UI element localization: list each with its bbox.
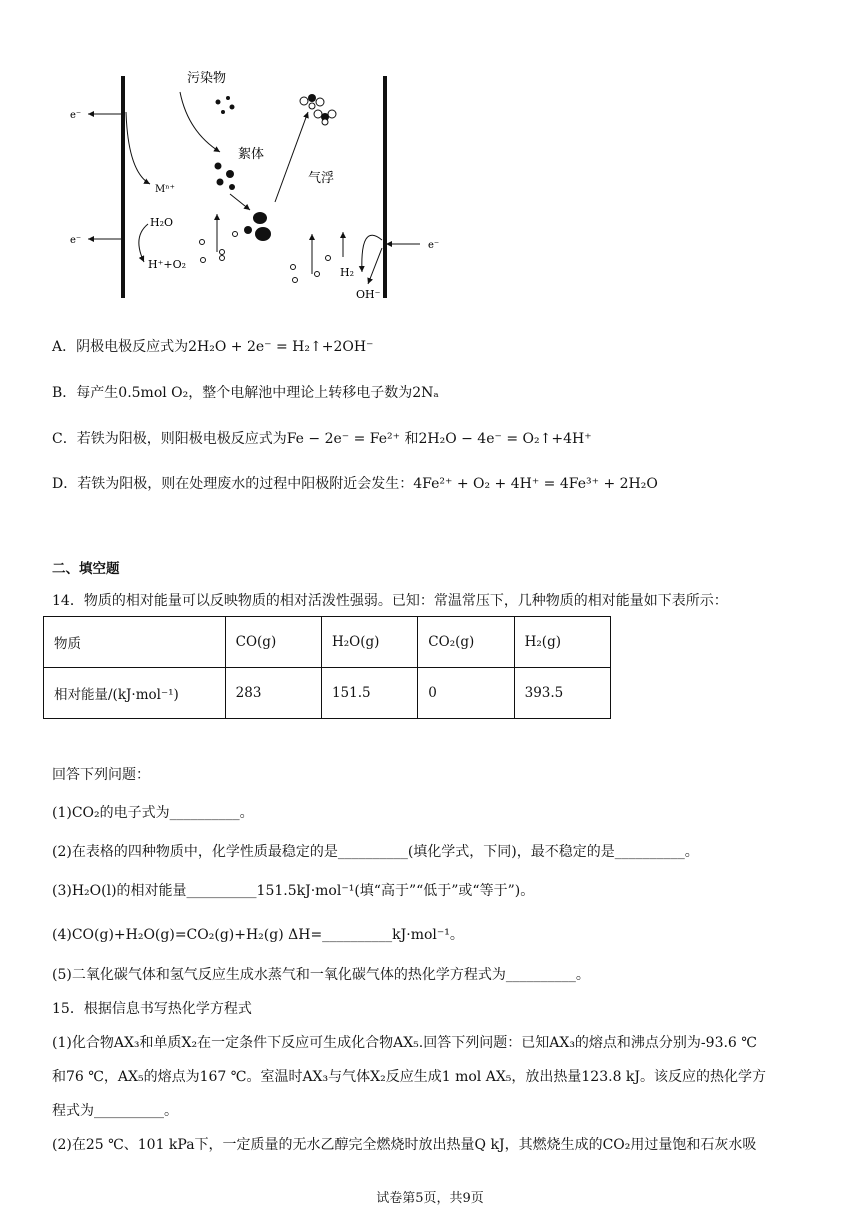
q14-sub4: (4)CO(g)+H₂O(g)=CO₂(g)+H₂(g) ΔH=__________kJ·mol⁻¹。 <box>52 927 464 943</box>
q14-sub2: (2)在表格的四种物质中，化学性质最稳定的是__________(填化学式，下同)，最不稳定的是__________。 <box>52 844 699 860</box>
page-footer: 试卷第5页，共9页 <box>376 1191 484 1206</box>
pollutant-label: 污染物 <box>187 71 227 86</box>
table-cell: CO(g) <box>225 617 321 668</box>
mn-label: Mⁿ⁺ <box>155 184 175 195</box>
e-left-bottom-label: e⁻ <box>70 235 82 246</box>
table-row <box>44 668 611 719</box>
q15-sub2-line1: (2)在25 ℃、101 kPa下，一定质量的无水乙醇完全燃烧时放出热量Q kJ，其燃烧生成的CO₂用过量饱和石灰水吸 <box>52 1137 757 1153</box>
table-cell: 相对能量/(kJ·mol⁻¹) <box>44 668 226 719</box>
option-d: D．若铁为阳极，则在处理废水的过程中阳极附近会发生：4Fe²⁺ + O₂ + 4H⁺ = 4Fe³⁺ + 2H₂O <box>52 476 658 492</box>
option-b: B．每产生0.5mol O₂，整个电解池中理论上转移电子数为2Nₐ <box>52 385 439 401</box>
e-left-top-label: e⁻ <box>70 110 82 121</box>
table-cell: CO₂(g) <box>418 617 514 668</box>
q15-sub1-line3: 程式为__________。 <box>52 1103 178 1119</box>
table-cell: H₂O(g) <box>321 617 417 668</box>
table-cell: 151.5 <box>321 668 417 719</box>
float-label: 气浮 <box>308 171 335 186</box>
option-c: C．若铁为阳极，则阳极电极反应式为Fe − 2e⁻ = Fe²⁺ 和2H₂O − 4e⁻ = O₂↑+4H⁺ <box>52 431 592 447</box>
q15-intro: 15．根据信息书写热化学方程式 <box>52 1001 252 1017</box>
q14-sub3: (3)H₂O(l)的相对能量__________151.5kJ·mol⁻¹(填“高于”“低于”或“等于”)。 <box>52 883 535 899</box>
oh-label: OH⁻ <box>356 288 381 301</box>
q14-prompt: 回答下列问题： <box>52 767 150 783</box>
energy-table <box>43 616 611 719</box>
e-right-label: e⁻ <box>428 240 440 251</box>
table-cell: 0 <box>418 668 514 719</box>
q14-sub5: (5)二氧化碳气体和氢气反应生成水蒸气和一氧化碳气体的热化学方程式为__________。 <box>52 967 590 983</box>
h-o2-label: H⁺+O₂ <box>148 258 187 271</box>
table-row <box>44 617 611 668</box>
table-cell: 物质 <box>44 617 226 668</box>
floc-label: 絮体 <box>238 147 265 162</box>
table-cell: 283 <box>225 668 321 719</box>
q15-sub1-line2: 和76 ℃，AX₅的熔点为167 ℃。室温时AX₃与气体X₂反应生成1 mol AX₅，放出热量123.8 kJ。该反应的热化学方 <box>52 1069 767 1085</box>
option-a: A．阴极电极反应式为2H₂O + 2e⁻ = H₂↑+2OH⁻ <box>52 339 374 355</box>
table-cell: 393.5 <box>514 668 610 719</box>
h2-label: H₂ <box>340 266 355 279</box>
electrolysis-diagram <box>60 62 460 307</box>
q14-intro: 14．物质的相对能量可以反映物质的相对活泼性强弱。已知：常温常压下，几种物质的相对能量如下表所示： <box>52 593 728 609</box>
table-cell: H₂(g) <box>514 617 610 668</box>
h2o-label: H₂O <box>150 216 174 229</box>
q14-sub1: (1)CO₂的电子式为__________。 <box>52 805 254 821</box>
q15-sub1-line1: (1)化合物AX₃和单质X₂在一定条件下反应可生成化合物AX₅.回答下列问题：已知AX₃的熔点和沸点分别为-93.6 ℃ <box>52 1035 757 1051</box>
section-title: 二、填空题 <box>52 561 120 577</box>
